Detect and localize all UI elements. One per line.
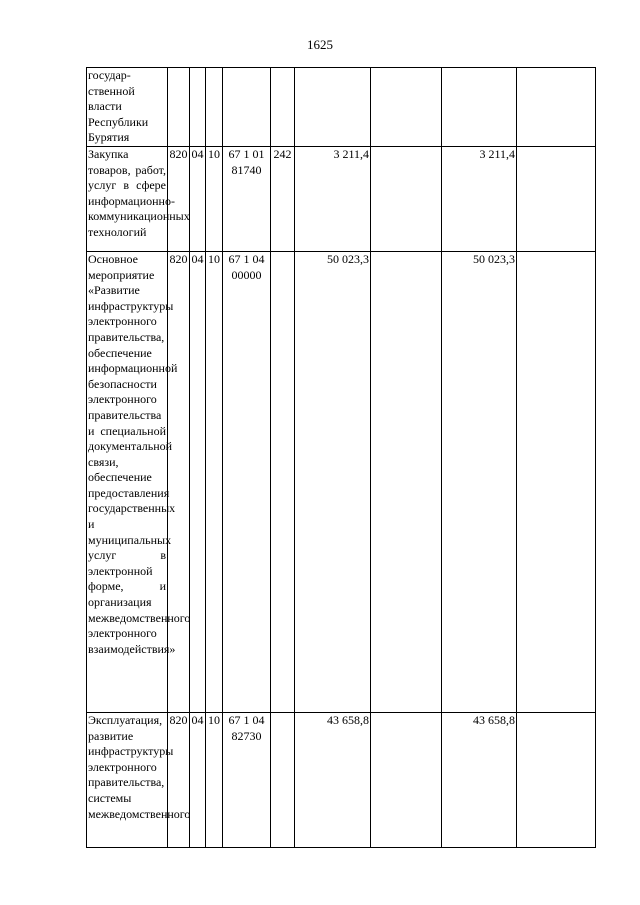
target-article: 67 1 04 00000 <box>223 251 271 712</box>
section-code: 04 <box>190 146 206 251</box>
table-row <box>87 146 596 251</box>
expense-type <box>271 251 295 712</box>
empty-cell <box>371 712 442 847</box>
target-article: 67 1 04 82730 <box>223 712 271 847</box>
amount-3 <box>517 146 596 251</box>
target-article <box>223 68 271 147</box>
table-row <box>87 68 596 147</box>
amount-3 <box>517 251 596 712</box>
amount-2: 3 211,4 <box>442 146 517 251</box>
ministry-code: 820 <box>168 251 190 712</box>
row-name: Эксплуатация, развитие инфраструктуры электронного правительства, системы межведомственного <box>87 712 168 847</box>
amount-3 <box>517 68 596 147</box>
expense-type <box>271 712 295 847</box>
subsection-code: 10 <box>206 251 223 712</box>
ministry-code: 820 <box>168 146 190 251</box>
amount-2: 50 023,3 <box>442 251 517 712</box>
section-code: 04 <box>190 712 206 847</box>
table-row <box>87 251 596 712</box>
empty-cell <box>371 146 442 251</box>
subsection-code <box>206 68 223 147</box>
amount-2 <box>442 68 517 147</box>
expense-type <box>271 68 295 147</box>
empty-cell <box>371 251 442 712</box>
amount-1 <box>295 68 371 147</box>
amount-2: 43 658,8 <box>442 712 517 847</box>
amount-1: 50 023,3 <box>295 251 371 712</box>
section-code <box>190 68 206 147</box>
budget-table <box>86 67 596 848</box>
target-article: 67 1 01 81740 <box>223 146 271 251</box>
row-name: Основное мероприятие «Развитие инфраструктуры электронного правительства, обеспечение информационной безопасности электронного правительства и специальной документальной связи, обеспечение предоставления государственных и муниципальных услуг в электронной форме, и организация межведомственного электронного взаимодействия» <box>87 251 168 712</box>
subsection-code: 10 <box>206 712 223 847</box>
section-code: 04 <box>190 251 206 712</box>
row-name: Закупка товаров, работ, услуг в сфере информационно-коммуникационных технологий <box>87 146 168 251</box>
empty-cell <box>371 68 442 147</box>
expense-type: 242 <box>271 146 295 251</box>
amount-1: 3 211,4 <box>295 146 371 251</box>
ministry-code <box>168 68 190 147</box>
amount-1: 43 658,8 <box>295 712 371 847</box>
amount-3 <box>517 712 596 847</box>
ministry-code: 820 <box>168 712 190 847</box>
row-name: государ-ственной власти Республики Бурятия <box>87 68 168 147</box>
subsection-code: 10 <box>206 146 223 251</box>
table-row <box>87 712 596 847</box>
page-number: 1625 <box>307 37 333 52</box>
